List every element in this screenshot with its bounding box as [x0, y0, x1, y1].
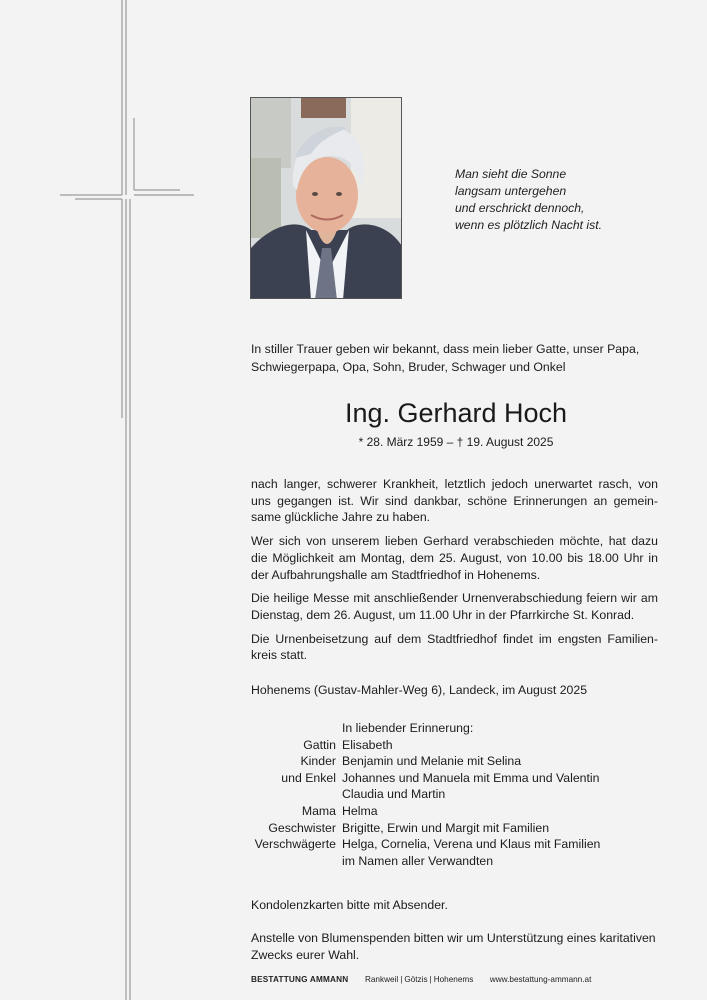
family-row: [251, 820, 691, 837]
family-role: Verschwägerte: [254, 837, 336, 852]
family-names: Brigitte, Erwin und Margit mit Familien: [342, 820, 550, 835]
location-hohenems: Hohenems: [433, 975, 474, 984]
family-row: [251, 737, 691, 754]
portrait-photo: [250, 97, 402, 299]
portrait-image: [251, 98, 402, 299]
family-role: [251, 853, 342, 870]
body-paragraph: nach langer, schwerer Krankheit, letztlich jedoch unerwartet rasch, von uns gegangen ist. Wir sind dankbar, schöne Erinnerungen an gemein-same glückliche Jahre zu haben.: [251, 477, 658, 525]
family-row: [251, 770, 691, 787]
family-names: im Namen aller Verwandten: [342, 853, 494, 868]
family-role: [251, 720, 342, 737]
family-names: Elisabeth: [342, 737, 393, 752]
family-list: [251, 720, 691, 869]
brand-name: [251, 975, 348, 984]
family-role: Kinder: [300, 754, 336, 769]
family-row: [251, 836, 691, 853]
poem-line: Man sieht die Sonne: [455, 167, 567, 181]
family-names: Claudia und Martin: [342, 787, 446, 802]
intro-text: In stiller Trauer geben wir bekannt, dass mein lieber Gatte, unser Papa, Schwiegerpapa, Opa, Sohn, Bruder, Schwager und Onkel: [251, 342, 640, 374]
life-dates: * 28. März 1959 – † 19. August 2025: [358, 435, 554, 449]
family-role: [251, 786, 342, 803]
website-link[interactable]: www.bestattung-ammann.at: [489, 975, 592, 984]
family-role: Gattin: [303, 737, 336, 752]
poem-line: wenn es plötzlich Nacht ist.: [455, 218, 602, 232]
family-role: und Enkel: [281, 770, 336, 785]
family-names: Helma: [342, 803, 378, 818]
family-row: [251, 753, 691, 770]
family-role: Mama: [301, 803, 336, 818]
family-names: Johannes und Manuela mit Emma und Valentin: [342, 770, 600, 785]
place-and-date: Hohenems (Gustav-Mahler-Weg 6), Landeck, im August 2025: [251, 683, 588, 697]
family-names: Helga, Cornelia, Verena und Klaus mit Familien: [342, 837, 601, 852]
poem-line: und erschrickt dennoch,: [455, 201, 585, 215]
cross-icon: [0, 0, 200, 1000]
deceased-name: Ing. Gerhard Hoch: [344, 398, 568, 428]
location-rankweil: Rankweil: [364, 975, 399, 984]
poem: [455, 166, 685, 234]
family-row: [251, 803, 691, 820]
family-row: [251, 720, 691, 737]
poem-line: langsam untergehen: [455, 184, 567, 198]
donation-note: Anstelle von Blumenspenden bitten wir um Unterstützung eines karitativen Zwecks eurer Wahl.: [251, 931, 656, 962]
location-goetzis: Götzis: [404, 975, 428, 984]
body-paragraph: Die Urnenbeisetzung auf dem Stadtfriedhof findet im engsten Familien-kreis statt.: [251, 631, 658, 663]
funeral-home-footer: BESTATTUNG AMMANN Rankweil | Götzis | Hohenems www.bestattung-ammann.at: [251, 975, 592, 984]
brand-prefix: BESTATTUNG: [251, 975, 308, 984]
condolence-note: Kondolenzkarten bitte mit Absender.: [251, 898, 448, 912]
family-names: In liebender Erinnerung:: [342, 721, 474, 735]
family-row: [251, 853, 691, 870]
family-role: Geschwister: [268, 820, 336, 835]
announcement-body: [251, 476, 658, 671]
family-row: [251, 786, 691, 803]
body-paragraph: Wer sich von unserem lieben Gerhard verabschieden möchte, hat dazu die Möglichkeit am Montag, dem 25. August, von 10.00 bis 18.00 Uhr in der Aufbahrungshalle am Stadtfriedhof in Hohenems.: [251, 534, 658, 582]
body-paragraph: Die heilige Messe mit anschließender Urnenverabschiedung feiern wir am Dienstag, dem 26. August, um 11.00 Uhr in der Pfarrkirche St. Konrad.: [251, 591, 658, 622]
brand-bold: AMMANN: [309, 975, 349, 984]
family-names: Benjamin und Melanie mit Selina: [342, 754, 522, 769]
